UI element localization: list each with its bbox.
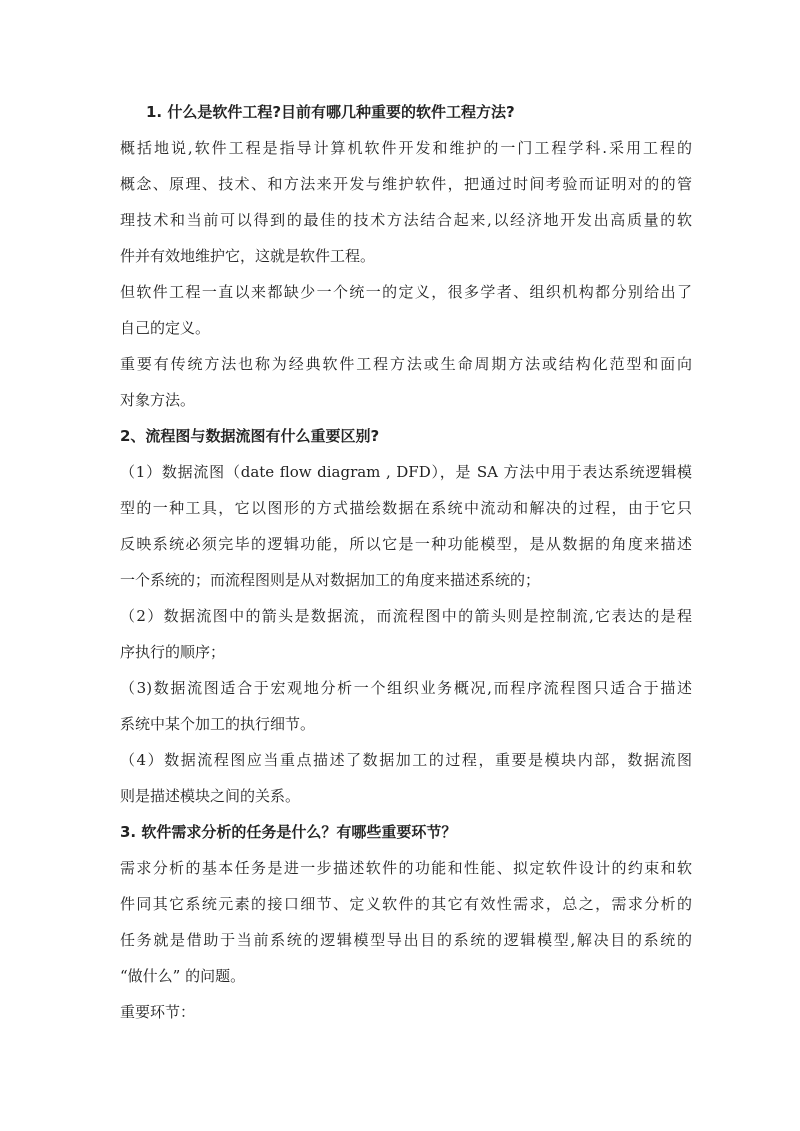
section-heading: 1. 什么是软件工程?目前有哪几种重要的软件工程方法? bbox=[146, 103, 515, 121]
text-line: 件并有效地维护它，这就是软件工程。 bbox=[120, 247, 376, 265]
paragraph bbox=[120, 670, 692, 742]
text-line: 概括地说,软件工程是指导计算机软件开发和维护的一门工程学科.采用工程的 bbox=[120, 139, 692, 157]
text-line: 但软件工程一直以来都缺少一个统一的定义，很多学者、组织机构都分别给出了 bbox=[120, 283, 692, 301]
text-line: 对象方法。 bbox=[120, 391, 196, 409]
section-heading: 3. 软件需求分析的任务是什么？有哪些重要环节？ bbox=[120, 823, 457, 841]
text-line: （3)数据流图适合于宏观地分析一个组织业务概况,而程序流程图只适合于描述 bbox=[120, 679, 692, 697]
text-line: 重要有传统方法也称为经典软件工程方法或生命周期方法或结构化范型和面向 bbox=[120, 355, 692, 373]
paragraph bbox=[120, 994, 692, 1030]
paragraph bbox=[120, 130, 692, 274]
section-heading: 2、流程图与数据流图有什么重要区别? bbox=[120, 427, 380, 445]
paragraph bbox=[120, 454, 692, 598]
section bbox=[120, 94, 692, 418]
text-line: 型的一种工具，它以图形的方式描绘数据在系统中流动和解决的过程，由于它只 bbox=[120, 499, 692, 517]
text-line: 件同其它系统元素的接口细节、定义软件的其它有效性需求，总之，需求分析的 bbox=[120, 895, 692, 913]
text-line: “做什么” 的问题。 bbox=[120, 967, 246, 985]
text-line: （1）数据流图（date flow diagram , DFD），是 SA 方法中用于表达系统逻辑模 bbox=[120, 463, 692, 481]
text-line: 任务就是借助于当前系统的逻辑模型导出目的系统的逻辑模型,解决目的系统的 bbox=[120, 931, 692, 949]
section bbox=[120, 814, 692, 1030]
text-line: 反映系统必须完毕的逻辑功能，所以它是一种功能模型，是从数据的角度来描述 bbox=[120, 535, 692, 553]
text-line: （4）数据流程图应当重点描述了数据加工的过程，重要是模块内部，数据流图 bbox=[120, 751, 692, 769]
text-line: 需求分析的基本任务是进一步描述软件的功能和性能、拟定软件设计的约束和软 bbox=[120, 859, 692, 877]
paragraph bbox=[120, 598, 692, 670]
text-line: 概念、原理、技术、和方法来开发与维护软件，把通过时间考验而证明对的的管 bbox=[120, 175, 692, 193]
text-line: 一个系统的；而流程图则是从对数据加工的角度来描述系统的； bbox=[120, 571, 541, 589]
section bbox=[120, 418, 692, 814]
paragraph bbox=[120, 850, 692, 994]
document-body bbox=[120, 94, 692, 1030]
paragraph bbox=[120, 274, 692, 346]
text-line: 自己的定义。 bbox=[120, 319, 211, 337]
paragraph bbox=[120, 742, 692, 814]
text-line: 理技术和当前可以得到的最佳的技术方法结合起来,以经济地开发出高质量的软 bbox=[120, 211, 692, 229]
text-line: 则是描述模块之间的关系。 bbox=[120, 787, 301, 805]
text-line: （2）数据流图中的箭头是数据流，而流程图中的箭头则是控制流,它表达的是程 bbox=[120, 607, 692, 625]
text-line: 系统中某个加工的执行细节。 bbox=[120, 715, 316, 733]
text-line: 序执行的顺序； bbox=[120, 643, 226, 661]
paragraph bbox=[120, 346, 692, 418]
text-line: 重要环节： bbox=[120, 1003, 196, 1021]
